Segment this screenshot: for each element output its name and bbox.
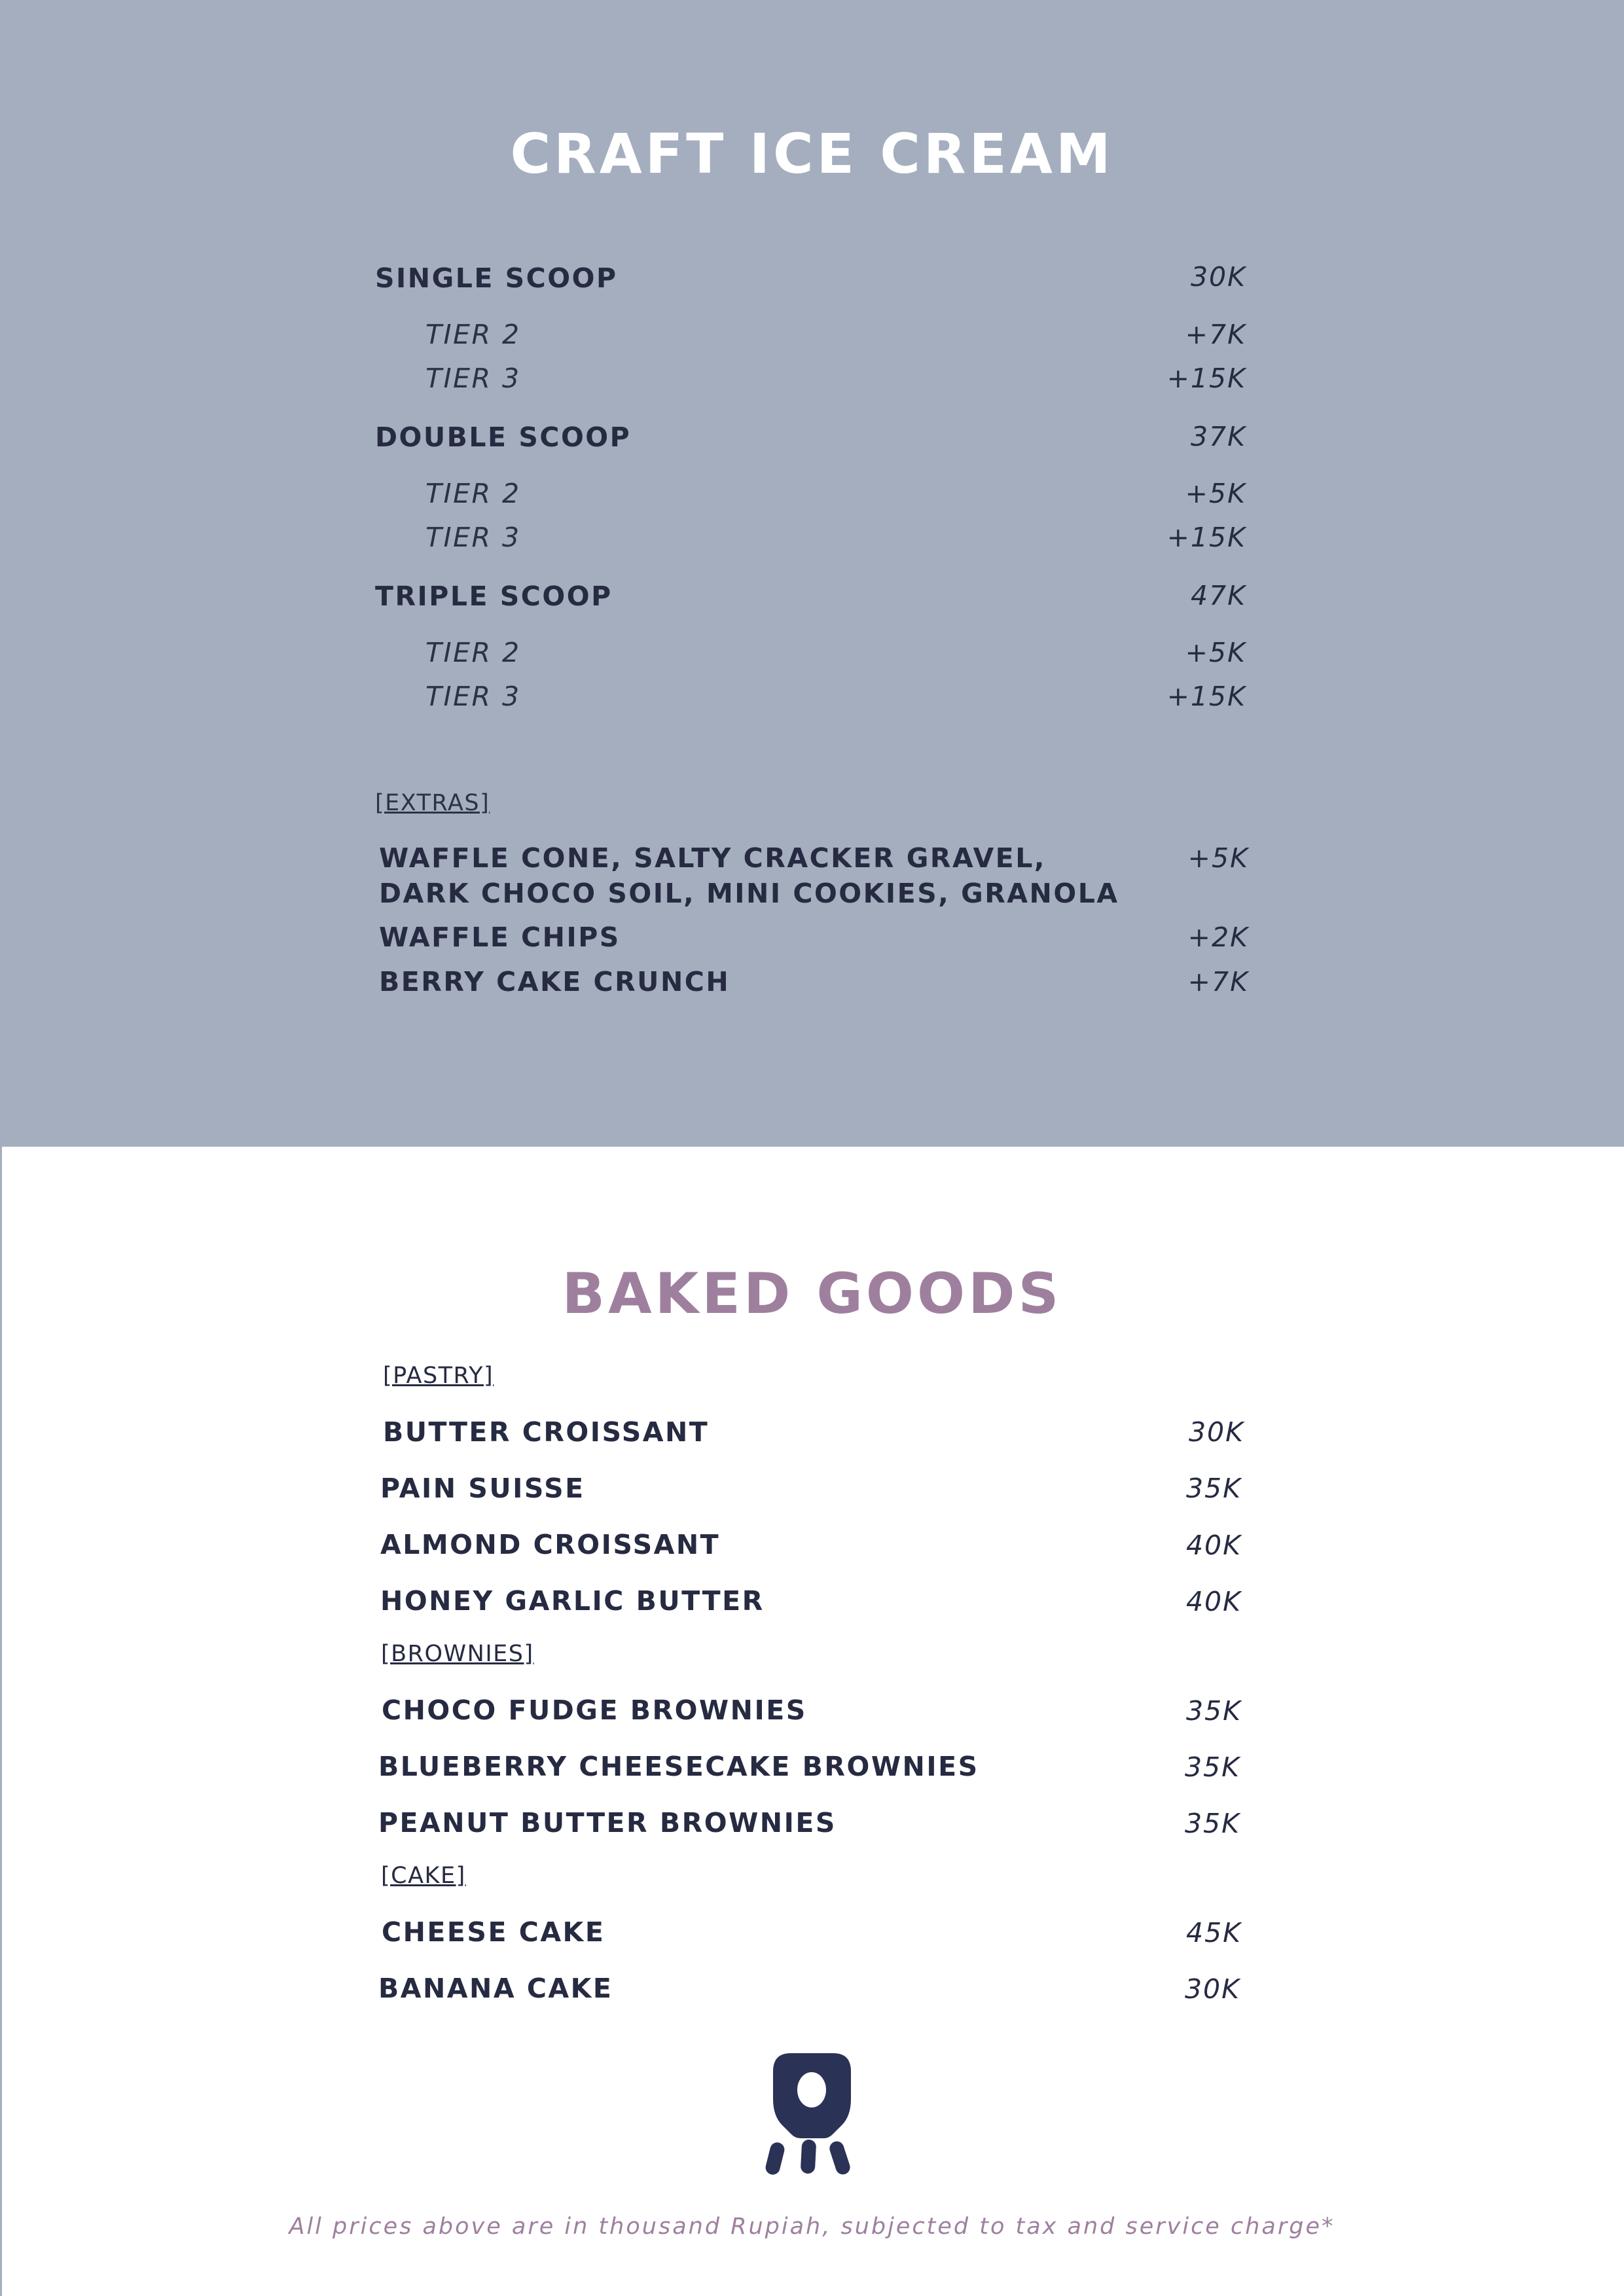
single-scoop-tier-2: TIER 2 <box>425 319 521 350</box>
triple-scoop-price: 47K <box>1190 580 1246 611</box>
double-scoop-name: DOUBLE SCOOP <box>375 422 632 453</box>
single-scoop-tier-2-price: +7K <box>1185 319 1246 350</box>
triple-scoop-name: TRIPLE SCOOP <box>375 581 613 612</box>
double-scoop-tier-2-price: +5K <box>1185 478 1246 509</box>
single-scoop-tier-3: TIER 3 <box>425 363 521 394</box>
footer-price-note: All prices above are in thousand Rupiah, subjected to tax and service charge* <box>289 2214 1335 2240</box>
waffle-chips-price: +2K <box>1187 922 1249 953</box>
extras-category-label: [EXTRAS] <box>375 790 490 816</box>
blueberry-cheesecake-brownies-price: 35K <box>1184 1751 1240 1783</box>
single-scoop-tier-3-price: +15K <box>1166 363 1246 394</box>
pastry-category-label: [PASTRY] <box>383 1363 494 1389</box>
extras-toppings-line-1: WAFFLE CONE, SALTY CRACKER GRAVEL, <box>379 842 1046 874</box>
choco-fudge-brownies-price: 35K <box>1185 1695 1242 1727</box>
honey-garlic-butter-name: HONEY GARLIC BUTTER <box>380 1585 765 1617</box>
double-scoop-tier-3: TIER 3 <box>425 522 521 553</box>
baked-goods-title: BAKED GOODS <box>562 1261 1062 1327</box>
pain-suisse-price: 35K <box>1185 1473 1242 1504</box>
triple-scoop-tier-3: TIER 3 <box>425 681 521 712</box>
double-scoop-price: 37K <box>1190 421 1246 452</box>
double-scoop-tier-2: TIER 2 <box>425 478 521 509</box>
blueberry-cheesecake-brownies-name: BLUEBERRY CHEESECAKE BROWNIES <box>378 1751 979 1782</box>
cheese-cake-price: 45K <box>1185 1917 1242 1948</box>
double-scoop-tier-3-price: +15K <box>1166 522 1246 553</box>
single-scoop-price: 30K <box>1190 261 1246 293</box>
cheese-cake-name: CHEESE CAKE <box>382 1916 605 1948</box>
almond-croissant-price: 40K <box>1185 1530 1242 1561</box>
extras-toppings-price: +5K <box>1187 842 1249 874</box>
extras-toppings-line-2: DARK CHOCO SOIL, MINI COOKIES, GRANOLA <box>379 878 1119 909</box>
brownies-category-label: [BROWNIES] <box>381 1641 534 1667</box>
berry-cake-crunch-price: +7K <box>1187 966 1249 997</box>
banana-cake-name: BANANA CAKE <box>378 1973 613 2004</box>
triple-scoop-tier-3-price: +15K <box>1166 681 1246 712</box>
berry-cake-crunch-name: BERRY CAKE CRUNCH <box>379 966 731 997</box>
pain-suisse-name: PAIN SUISSE <box>380 1473 585 1504</box>
triple-scoop-tier-2: TIER 2 <box>425 637 521 668</box>
waffle-chips-name: WAFFLE CHIPS <box>379 922 621 953</box>
butter-croissant-price: 30K <box>1188 1416 1244 1448</box>
single-scoop-name: SINGLE SCOOP <box>375 262 618 294</box>
cake-category-label: [CAKE] <box>381 1863 466 1889</box>
ice-cream-title: CRAFT ICE CREAM <box>510 122 1114 186</box>
almond-croissant-name: ALMOND CROISSANT <box>380 1529 721 1560</box>
choco-fudge-brownies-name: CHOCO FUDGE BROWNIES <box>382 1695 807 1726</box>
peanut-butter-brownies-price: 35K <box>1184 1808 1240 1839</box>
butter-croissant-name: BUTTER CROISSANT <box>383 1416 710 1448</box>
triple-scoop-tier-2-price: +5K <box>1185 637 1246 668</box>
peanut-butter-brownies-name: PEANUT BUTTER BROWNIES <box>378 1807 837 1839</box>
honey-garlic-butter-price: 40K <box>1185 1586 1242 1617</box>
octopus-logo-icon <box>765 2052 859 2176</box>
banana-cake-price: 30K <box>1184 1973 1240 2005</box>
